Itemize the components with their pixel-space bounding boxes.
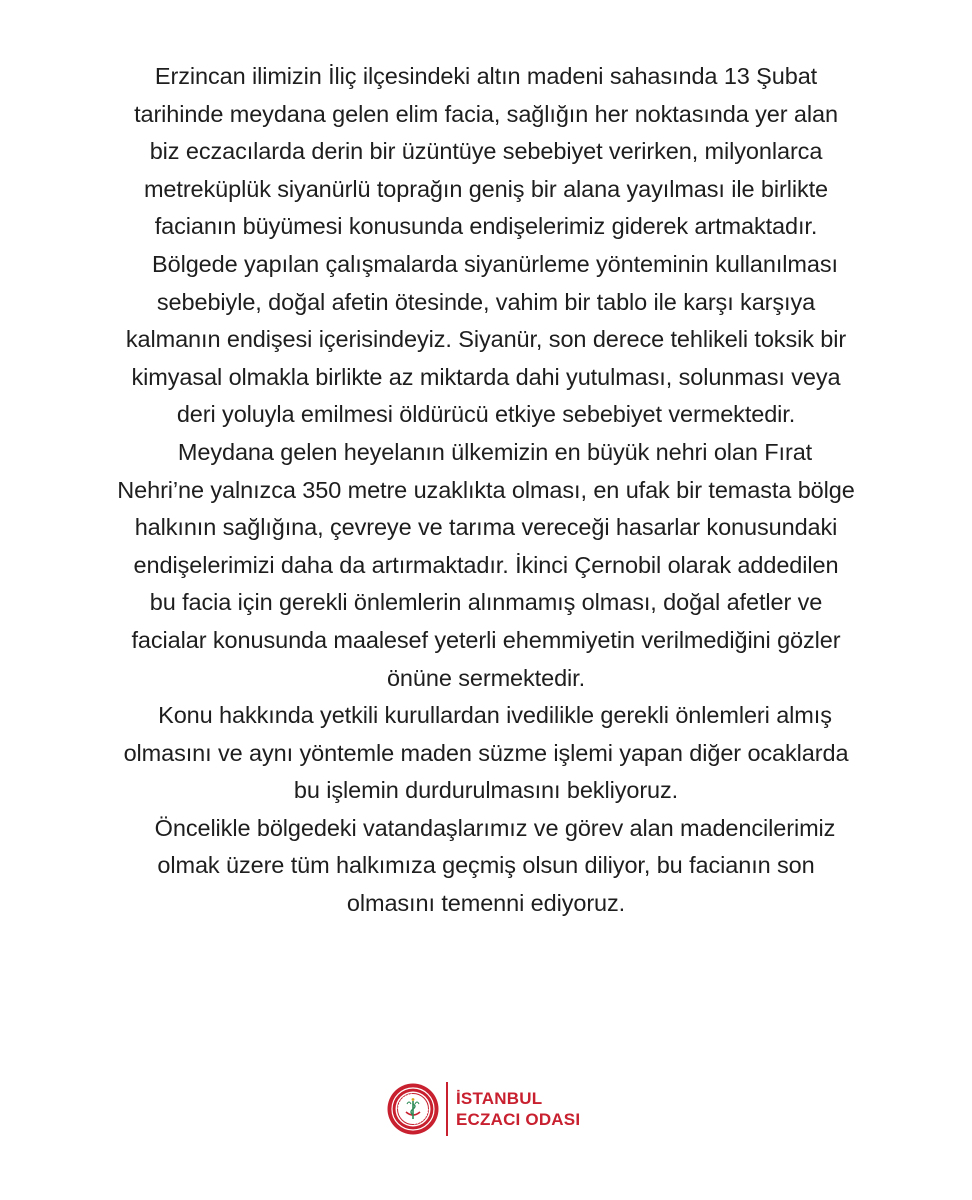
statement-line: facianın büyümesi konusunda endişelerimiz giderek artmaktadır. <box>154 213 818 240</box>
statement-line: halkının sağlığına, çevreye ve tarıma vereceği hasarlar konusundaki <box>134 514 838 541</box>
statement-line: bu facia için gerekli önlemlerin alınmamış olması, doğal afetler ve <box>149 589 823 616</box>
statement-line: Bölgede yapılan çalışmalarda siyanürleme yönteminin kullanılması <box>152 250 838 277</box>
pharmacy-chamber-seal-icon <box>386 1082 440 1136</box>
statement-line: olmasını temenni ediyoruz. <box>346 890 626 917</box>
statement-line: tarihinde meydana gelen elim facia, sağlığın her noktasında yer alan <box>134 100 838 127</box>
statement-line: olmasını ve aynı yöntemle maden süzme işlemi yapan diğer ocaklarda <box>123 739 849 766</box>
organization-name-line-1: İSTANBUL <box>456 1089 543 1108</box>
statement-line: kalmanın endişesi içerisindeyiz. Siyanür, son derece tehlikeli toksik bir <box>125 326 847 353</box>
statement-line: facialar konusunda maalesef yeterli ehemmiyetin verilmediğini gözler <box>131 626 841 653</box>
statement-line: sebebiyle, doğal afetin ötesinde, vahim bir tablo ile karşı karşıya <box>156 288 816 315</box>
statement-line: endişelerimizi daha da artırmaktadır. İkinci Çernobil olarak addedilen <box>133 551 839 578</box>
statement-line: Öncelikle bölgedeki vatandaşlarımız ve görev alan madencilerimiz <box>154 814 836 841</box>
statement-line: biz eczacılarda derin bir üzüntüye sebebiyet verirken, milyonlarca <box>149 138 823 165</box>
statement-line: önüne sermektedir. <box>386 664 586 691</box>
organization-name-line-2: ECZACI ODASI <box>456 1110 581 1129</box>
statement-line: kimyasal olmakla birlikte az miktarda dahi yutulması, solunması veya <box>131 363 841 390</box>
statement-line: metreküplük siyanürlü toprağın geniş bir alana yayılması ile birlikte <box>143 175 829 202</box>
statement-line: deri yoluyla emilmesi öldürücü etkiye sebebiyet vermektedir. <box>176 401 796 428</box>
statement-text <box>60 58 912 923</box>
logo-divider <box>446 1082 448 1136</box>
statement-line: Konu hakkında yetkili kurullardan ivedilikle gerekli önlemleri almış <box>158 702 832 729</box>
organization-name <box>456 1088 580 1130</box>
statement-line: bu işlemin durdurulmasını bekliyoruz. <box>293 777 679 804</box>
statement-line: olmak üzere tüm halkımıza geçmiş olsun diliyor, bu facianın son <box>157 852 815 879</box>
statement-line: Nehri’ne yalnızca 350 metre uzaklıkta olması, en ufak bir temasta bölge <box>117 476 855 503</box>
organization-logo <box>386 1078 580 1140</box>
statement-line: Meydana gelen heyelanın ülkemizin en büyük nehri olan Fırat <box>177 438 813 465</box>
statement-line: Erzincan ilimizin İliç ilçesindeki altın madeni sahasında 13 Şubat <box>154 63 818 89</box>
